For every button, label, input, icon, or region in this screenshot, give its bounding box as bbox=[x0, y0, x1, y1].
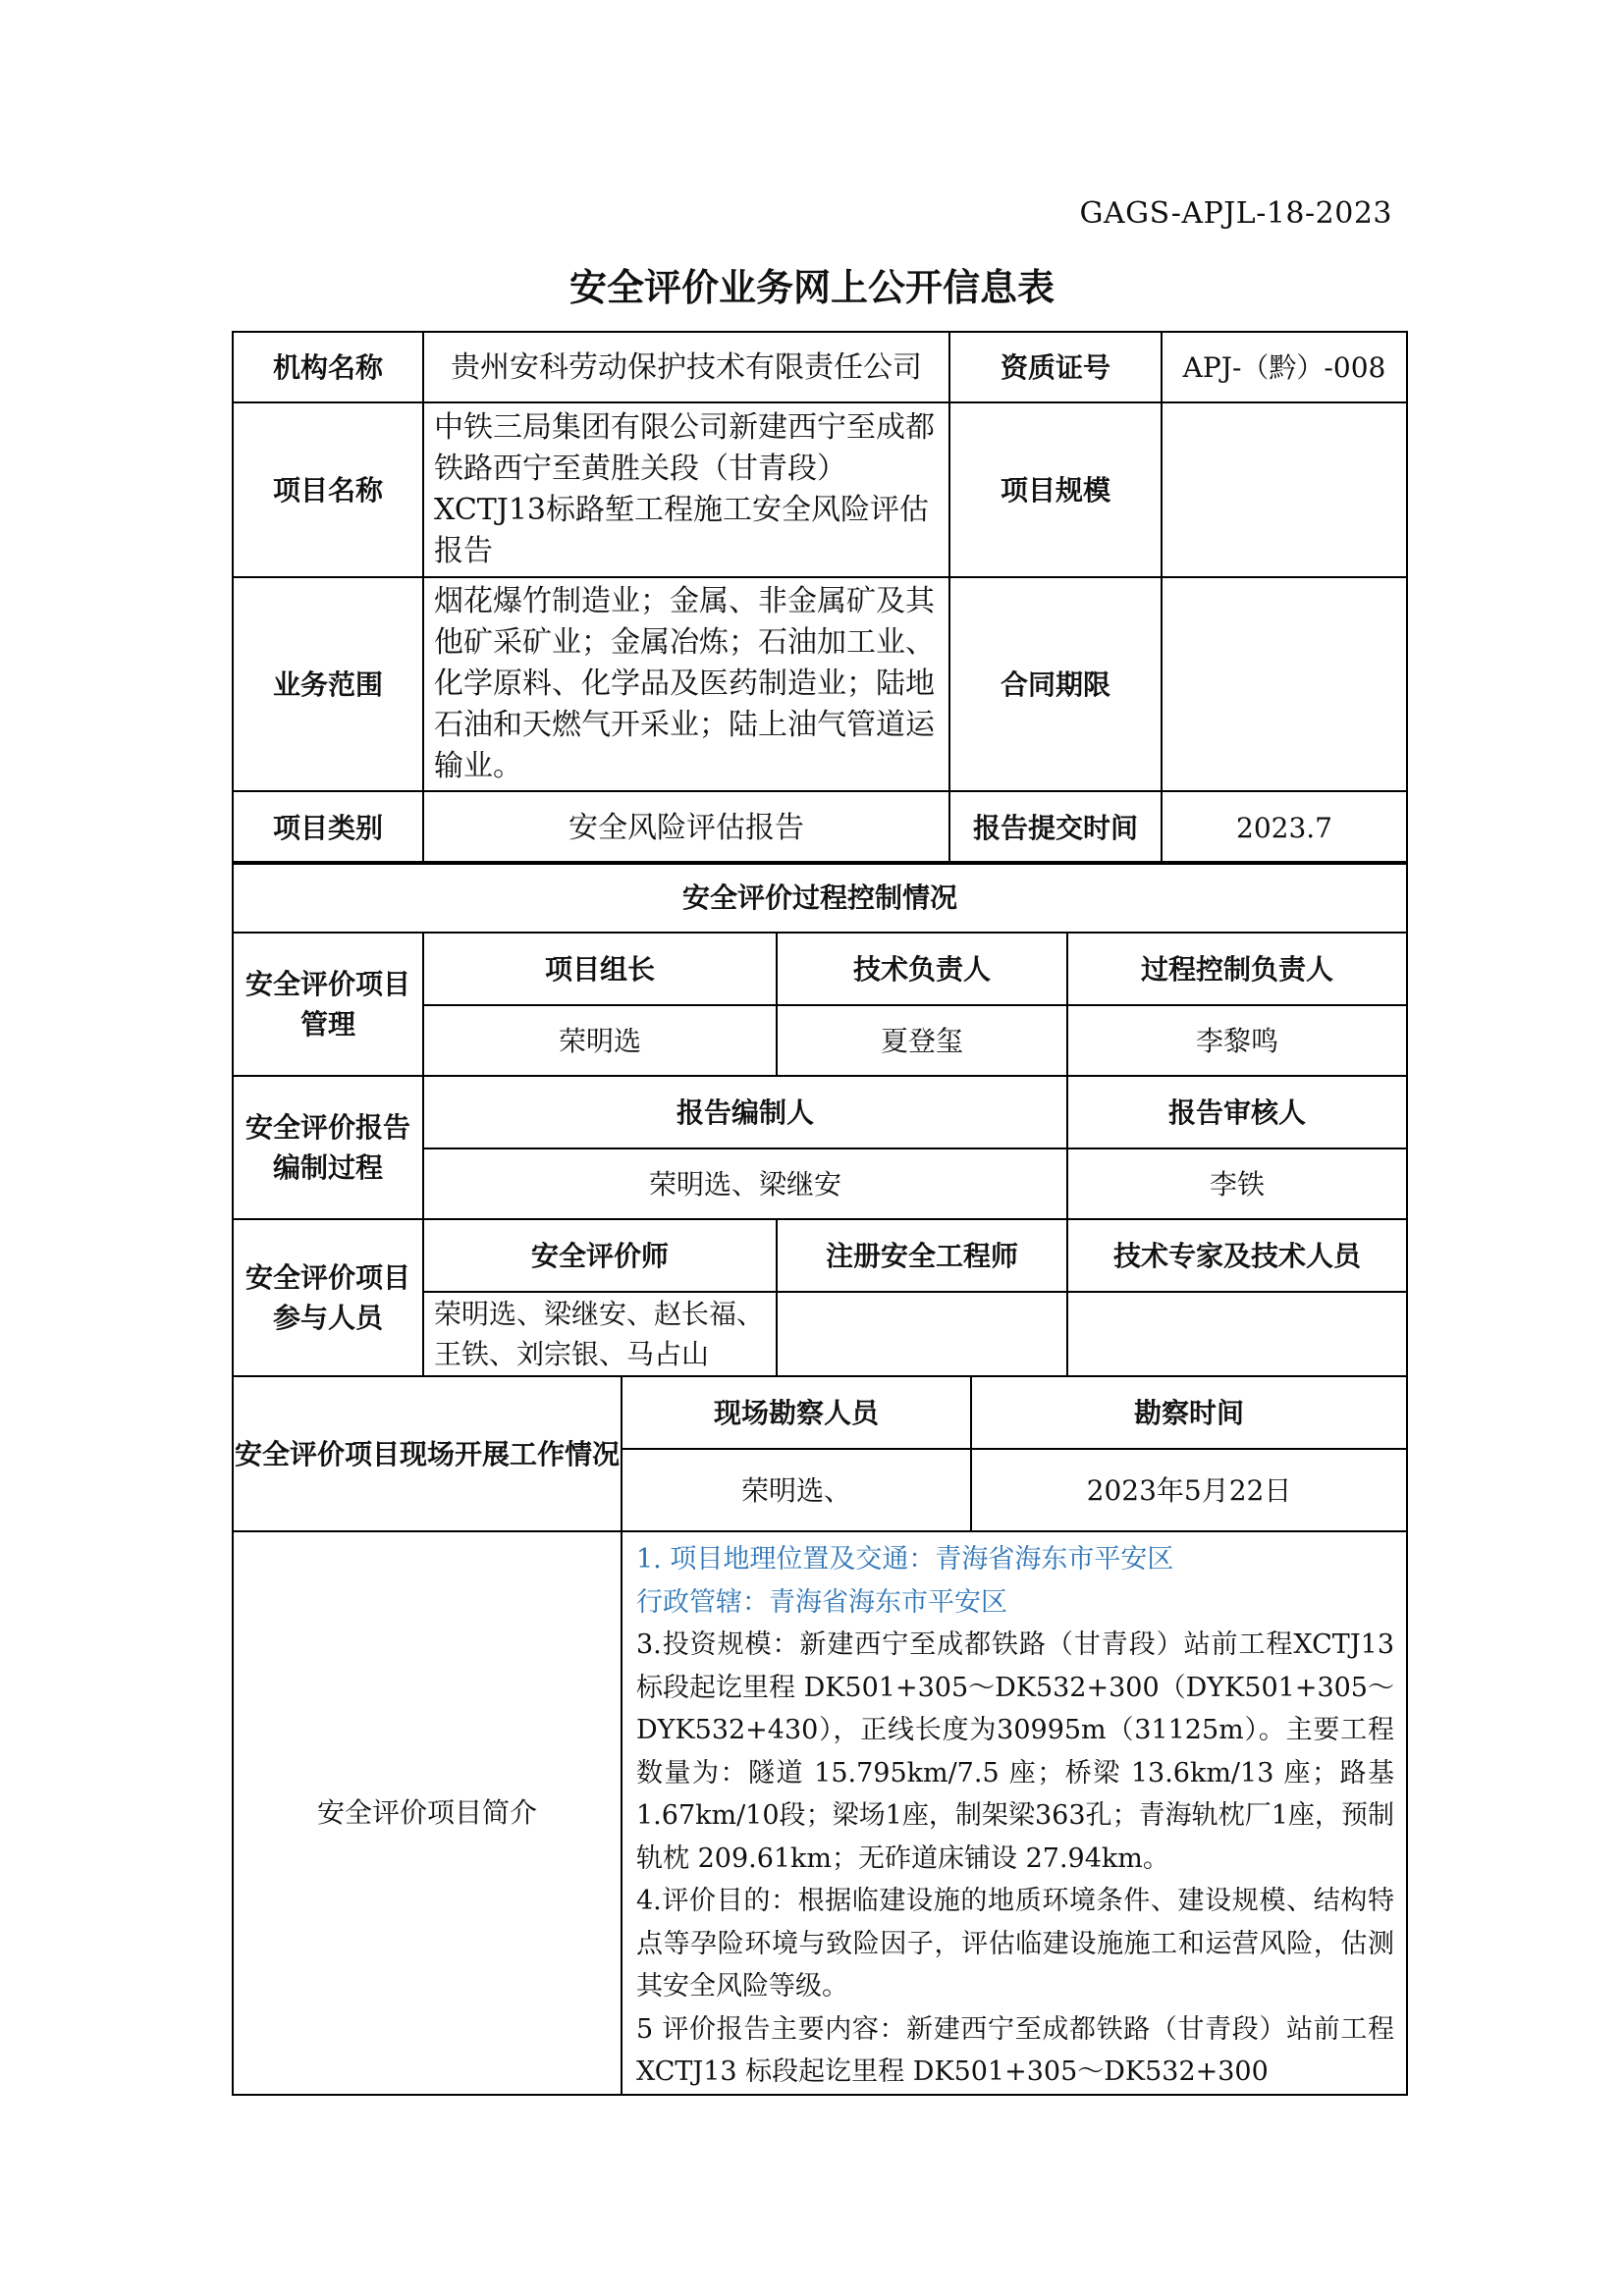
expert-label: 技术专家及技术人员 bbox=[1067, 1219, 1407, 1292]
tech-lead-label: 技术负责人 bbox=[777, 933, 1067, 1005]
intro-investment: 3.投资规模：新建西宁至成都铁路（甘青段）站前工程XCTJ13标段起讫里程 DK501+305～DK532+300（DYK501+305～DYK532+430），正线长度为30995m（31125m）。主要工程数量为：隧道 15.795km/7.5 座；桥梁 13.6km/13 座；路基 1.67km/10段；梁场1座，制架梁363孔；青海轨枕厂1座，预制轨枕 209.61km；无砟道床铺设 27.94km。 bbox=[636, 1629, 1394, 1874]
category-value: 安全风险评估报告 bbox=[423, 791, 949, 864]
leader-label: 项目组长 bbox=[423, 933, 777, 1005]
process-section-title: 安全评价过程控制情况 bbox=[233, 862, 1407, 933]
assessor-value: 荣明选、梁继安、赵长福、王铁、刘宗银、马占山 bbox=[423, 1292, 777, 1376]
survey-staff-value: 荣明选、 bbox=[622, 1449, 971, 1531]
intro-admin: 行政管辖：青海省海东市平安区 bbox=[636, 1586, 1007, 1618]
scale-value bbox=[1162, 402, 1407, 577]
engineer-label: 注册安全工程师 bbox=[777, 1219, 1067, 1292]
intro-purpose: 4.评价目的：根据临建设施的地质环境条件、建设规模、结构特点等孕险环境与致险因子，评估临建设施施工和运营风险，估测其安全风险等级。 bbox=[636, 1886, 1394, 2002]
org-label: 机构名称 bbox=[233, 332, 423, 402]
survey-staff-label: 现场勘察人员 bbox=[622, 1376, 971, 1449]
tech-lead-value: 夏登玺 bbox=[777, 1005, 1067, 1076]
submit-value: 2023.7 bbox=[1162, 791, 1407, 864]
cert-value: APJ-（黔）-008 bbox=[1162, 332, 1407, 402]
submit-label: 报告提交时间 bbox=[949, 791, 1162, 864]
org-value: 贵州安科劳动保护技术有限责任公司 bbox=[423, 332, 949, 402]
cert-label: 资质证号 bbox=[949, 332, 1162, 402]
site-table bbox=[232, 1375, 1408, 2096]
info-table bbox=[232, 331, 1408, 865]
contract-value bbox=[1162, 577, 1407, 791]
control-lead-label: 过程控制负责人 bbox=[1067, 933, 1407, 1005]
scope-label: 业务范围 bbox=[233, 577, 423, 791]
mgmt-label: 安全评价项目管理 bbox=[233, 933, 423, 1076]
reviewer-label: 报告审核人 bbox=[1067, 1076, 1407, 1148]
project-value: 中铁三局集团有限公司新建西宁至成都铁路西宁至黄胜关段（甘青段）XCTJ13标路堑工程施工安全风险评估报告 bbox=[423, 402, 949, 577]
author-label: 报告编制人 bbox=[423, 1076, 1067, 1148]
report-process-label: 安全评价报告编制过程 bbox=[233, 1076, 423, 1219]
expert-value bbox=[1067, 1292, 1407, 1376]
project-label: 项目名称 bbox=[233, 402, 423, 577]
reviewer-value: 李铁 bbox=[1067, 1148, 1407, 1219]
survey-time-value: 2023年5月22日 bbox=[971, 1449, 1407, 1531]
participants-label: 安全评价项目参与人员 bbox=[233, 1219, 423, 1376]
engineer-value bbox=[777, 1292, 1067, 1376]
process-table bbox=[232, 861, 1408, 1377]
document-code: GAGS-APJL-18-2023 bbox=[1079, 196, 1392, 231]
intro-content bbox=[622, 1531, 1407, 2095]
intro-content-summary: 5 评价报告主要内容：新建西宁至成都铁路（甘青段）站前工程 XCTJ13 标段起讫里程 DK501+305～DK532+300 bbox=[636, 2013, 1394, 2087]
intro-location: 1. 项目地理位置及交通：青海省海东市平安区 bbox=[636, 1544, 1174, 1575]
scope-value: 烟花爆竹制造业；金属、非金属矿及其他矿采矿业；金属冶炼；石油加工业、化学原料、化学品及医药制造业；陆地石油和天燃气开采业；陆上油气管道运输业。 bbox=[423, 577, 949, 791]
control-lead-value: 李黎鸣 bbox=[1067, 1005, 1407, 1076]
scale-label: 项目规模 bbox=[949, 402, 1162, 577]
survey-time-label: 勘察时间 bbox=[971, 1376, 1407, 1449]
contract-label: 合同期限 bbox=[949, 577, 1162, 791]
leader-value: 荣明选 bbox=[423, 1005, 777, 1076]
author-value: 荣明选、梁继安 bbox=[423, 1148, 1067, 1219]
intro-label: 安全评价项目简介 bbox=[233, 1531, 622, 2095]
category-label: 项目类别 bbox=[233, 791, 423, 864]
document-title: 安全评价业务网上公开信息表 bbox=[568, 266, 1055, 309]
assessor-label: 安全评价师 bbox=[423, 1219, 777, 1292]
site-work-label: 安全评价项目现场开展工作情况 bbox=[233, 1376, 622, 1531]
